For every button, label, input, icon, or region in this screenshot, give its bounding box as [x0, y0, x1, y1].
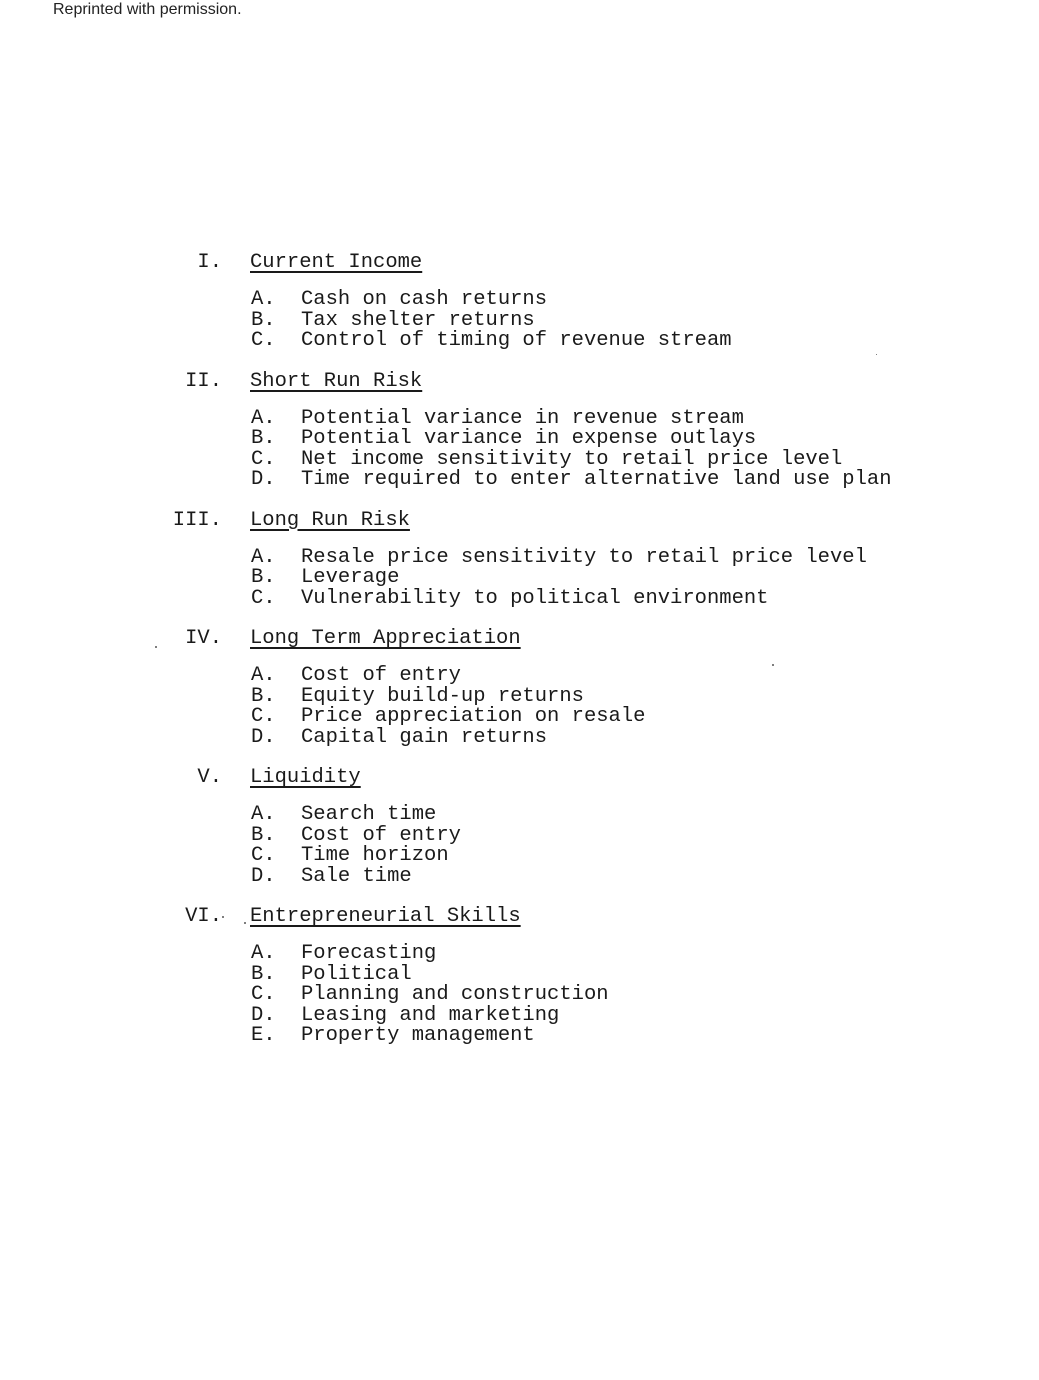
- section-numeral: II.: [185, 369, 222, 393]
- section-6: [0, 904, 1039, 1047]
- section-5: [0, 765, 1039, 887]
- list-item: [0, 568, 1039, 589]
- item-text: Search time: [301, 803, 437, 826]
- item-letter: C.: [251, 705, 276, 728]
- item-letter: C.: [251, 329, 276, 352]
- list-item: [0, 406, 1039, 430]
- item-letter: B.: [251, 427, 276, 450]
- section-heading: Short Run Risk: [250, 369, 423, 393]
- section-header: [0, 626, 1039, 652]
- header-note: Reprinted with permission.: [53, 1, 242, 18]
- item-letter: D.: [251, 1003, 276, 1027]
- item-list: [0, 805, 1039, 887]
- section-heading: Current Income: [250, 251, 423, 274]
- section-header: [0, 508, 1039, 534]
- section-numeral: VI.: [185, 905, 222, 928]
- list-item: [0, 725, 1039, 749]
- item-letter: D.: [251, 864, 276, 888]
- list-item: [0, 331, 1039, 352]
- list-item: [0, 962, 1039, 986]
- list-item: [0, 290, 1039, 311]
- scan-speck: [772, 664, 774, 666]
- scan-speck: [222, 916, 224, 918]
- item-text: Capital gain returns: [301, 725, 548, 749]
- item-letter: B.: [251, 308, 276, 332]
- item-text: Property management: [301, 1024, 535, 1047]
- section-heading: Long Term Appreciation: [250, 627, 521, 650]
- list-item: [0, 823, 1039, 847]
- item-letter: D.: [251, 468, 276, 491]
- list-item: [0, 586, 1039, 610]
- item-text: Political: [301, 962, 412, 986]
- item-letter: C.: [251, 983, 276, 1006]
- item-text: Leverage: [301, 566, 400, 589]
- section-2: [0, 369, 1039, 491]
- section-numeral: III.: [172, 508, 222, 532]
- item-text: Time required to enter alternative land use plan: [301, 468, 892, 491]
- item-letter: B.: [251, 684, 276, 708]
- item-letter: A.: [251, 942, 276, 965]
- item-letter: A.: [251, 406, 276, 430]
- item-letter: C.: [251, 586, 276, 610]
- item-text: Tax shelter returns: [301, 308, 535, 332]
- section-numeral: V.: [197, 766, 222, 789]
- item-text: Cash on cash returns: [301, 288, 548, 311]
- item-list: [0, 666, 1039, 748]
- section-heading: Long Run Risk: [250, 508, 410, 532]
- item-letter: B.: [251, 823, 276, 847]
- section-header: [0, 904, 1039, 930]
- list-item: [0, 1026, 1039, 1047]
- item-text: Cost of entry: [301, 664, 461, 687]
- item-text: Planning and construction: [301, 983, 609, 1006]
- item-text: Potential variance in expense outlays: [301, 427, 757, 450]
- item-text: Resale price sensitivity to retail price level: [301, 545, 867, 569]
- item-letter: A.: [251, 664, 276, 687]
- item-text: Net income sensitivity to retail price level: [301, 447, 843, 471]
- item-letter: A.: [251, 545, 276, 569]
- section-1: [0, 250, 1039, 352]
- section-4: [0, 626, 1039, 748]
- item-text: Vulnerability to political environment: [301, 586, 769, 610]
- item-letter: B.: [251, 962, 276, 986]
- list-item: [0, 985, 1039, 1006]
- list-item: [0, 308, 1039, 332]
- section-header: [0, 369, 1039, 395]
- item-text: Leasing and marketing: [301, 1003, 560, 1027]
- section-numeral: IV.: [185, 627, 222, 650]
- section-heading: Entrepreneurial Skills: [250, 905, 521, 928]
- item-list: [0, 545, 1039, 610]
- item-letter: D.: [251, 725, 276, 749]
- item-letter: C.: [251, 447, 276, 471]
- item-letter: C.: [251, 844, 276, 867]
- list-item: [0, 447, 1039, 471]
- scan-speck: [876, 354, 877, 355]
- list-item: [0, 805, 1039, 826]
- item-letter: E.: [251, 1024, 276, 1047]
- item-text: Potential variance in revenue stream: [301, 406, 744, 430]
- item-text: Cost of entry: [301, 823, 461, 847]
- list-item: [0, 470, 1039, 491]
- item-letter: A.: [251, 288, 276, 311]
- section-3: [0, 508, 1039, 610]
- list-item: [0, 429, 1039, 450]
- list-item: [0, 684, 1039, 708]
- item-letter: B.: [251, 566, 276, 589]
- item-list: [0, 406, 1039, 491]
- list-item: [0, 944, 1039, 965]
- list-item: [0, 545, 1039, 569]
- item-text: Sale time: [301, 864, 412, 888]
- list-item: [0, 846, 1039, 867]
- item-list: [0, 944, 1039, 1047]
- item-text: Forecasting: [301, 942, 437, 965]
- section-header: [0, 765, 1039, 791]
- scan-speck: [155, 646, 157, 648]
- section-heading: Liquidity: [250, 766, 361, 789]
- list-item: [0, 864, 1039, 888]
- item-text: Price appreciation on resale: [301, 705, 646, 728]
- item-text: Time horizon: [301, 844, 449, 867]
- item-list: [0, 290, 1039, 352]
- scan-speck: [244, 922, 246, 924]
- outline: [0, 250, 1039, 1064]
- item-letter: A.: [251, 803, 276, 826]
- list-item: [0, 707, 1039, 728]
- section-header: [0, 250, 1039, 276]
- item-text: Control of timing of revenue stream: [301, 329, 732, 352]
- section-numeral: I.: [197, 251, 222, 274]
- list-item: [0, 1003, 1039, 1027]
- list-item: [0, 666, 1039, 687]
- item-text: Equity build-up returns: [301, 684, 584, 708]
